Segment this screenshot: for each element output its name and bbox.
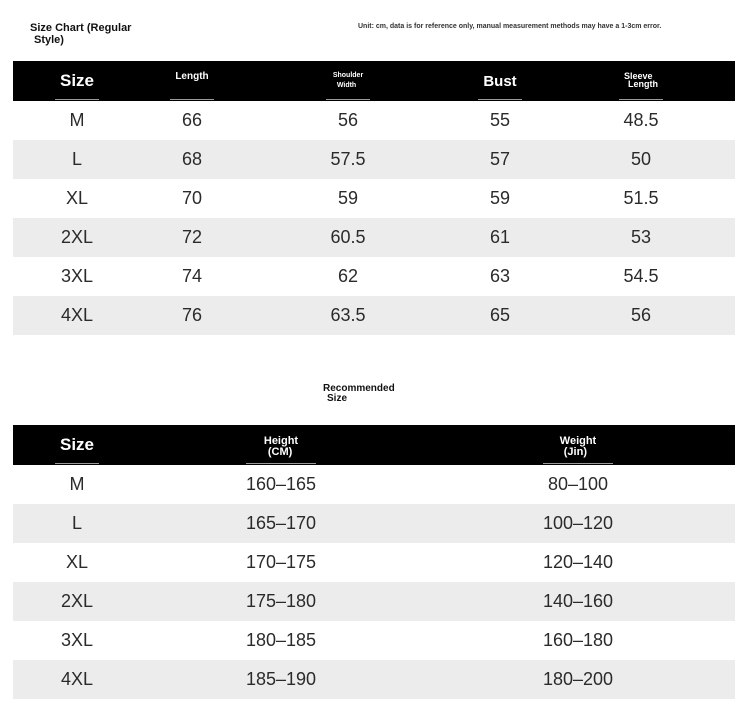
cell-sleeve: 56 [630,305,652,325]
cell-length: 76 [181,305,203,325]
recommended-size-table [13,425,735,699]
table-row [13,179,735,218]
recommended-title-line1: Recommended [323,383,395,394]
cell-sleeve: 51.5 [623,188,659,208]
cell-size: 4XL [60,669,94,689]
size-chart-title-line1: Size Chart (Regular [30,22,132,34]
table-row [13,296,735,335]
size-chart-title [30,22,170,46]
cell-length: 68 [181,149,203,169]
cell-size: 3XL [60,266,94,286]
cell-sleeve: 50 [630,149,652,169]
header-bust: Bust [453,61,547,101]
cell-length: 70 [181,188,203,208]
cell-shoulder: 63.5 [330,305,366,325]
cell-bust: 55 [489,110,511,130]
cell-sleeve: 54.5 [623,266,659,286]
header-size: Size [13,61,141,101]
cell-weight: 80–100 [547,474,609,494]
header-shoulder-width: Shoulder Width [243,61,453,101]
cell-weight: 140–160 [542,591,614,611]
measurement-note: Unit: cm, data is for reference only, manual measurement methods may have a 1-3cm error. [358,23,662,30]
cell-weight: 160–180 [542,630,614,650]
table-row [13,465,735,504]
header-height: Height (CM) [141,425,421,465]
cell-size: XL [65,552,89,572]
cell-size: L [71,513,82,533]
cell-length: 74 [181,266,203,286]
cell-size: 2XL [60,227,94,247]
cell-height: 185–190 [245,669,317,689]
cell-shoulder: 56 [337,110,359,130]
cell-height: 160–165 [245,474,317,494]
cell-size: L [71,149,82,169]
cell-bust: 59 [489,188,511,208]
table-row [13,660,735,699]
header-length: Length [141,61,243,101]
cell-shoulder: 60.5 [330,227,366,247]
cell-shoulder: 62 [337,266,359,286]
cell-bust: 57 [489,149,511,169]
header-size: Size [13,425,141,465]
cell-bust: 61 [489,227,511,247]
size-chart-header-row [13,61,735,101]
cell-sleeve: 53 [630,227,652,247]
table-row [13,218,735,257]
cell-size: 3XL [60,630,94,650]
cell-weight: 100–120 [542,513,614,533]
size-chart-table [13,61,735,335]
table-row [13,582,735,621]
cell-weight: 120–140 [542,552,614,572]
table-row [13,543,735,582]
cell-bust: 63 [489,266,511,286]
header-sleeve-length: Sleeve Length [547,61,735,101]
cell-height: 165–170 [245,513,317,533]
cell-size: XL [65,188,89,208]
cell-length: 66 [181,110,203,130]
recommended-title-line2: Size [327,393,348,404]
cell-height: 180–185 [245,630,317,650]
cell-size: 2XL [60,591,94,611]
cell-size: 4XL [60,305,94,325]
cell-bust: 65 [489,305,511,325]
cell-weight: 180–200 [542,669,614,689]
recommended-size-title [323,384,423,404]
cell-length: 72 [181,227,203,247]
header-weight: Weight (Jin) [421,425,735,465]
cell-height: 170–175 [245,552,317,572]
table-row [13,101,735,140]
cell-size: M [69,110,85,130]
size-chart-title-line2: Style) [34,34,64,46]
cell-shoulder: 59 [337,188,359,208]
cell-size: M [69,474,85,494]
table-row [13,257,735,296]
table-row [13,621,735,660]
cell-height: 175–180 [245,591,317,611]
recommended-header-row [13,425,735,465]
table-row [13,140,735,179]
cell-shoulder: 57.5 [330,149,366,169]
cell-sleeve: 48.5 [623,110,659,130]
table-row [13,504,735,543]
